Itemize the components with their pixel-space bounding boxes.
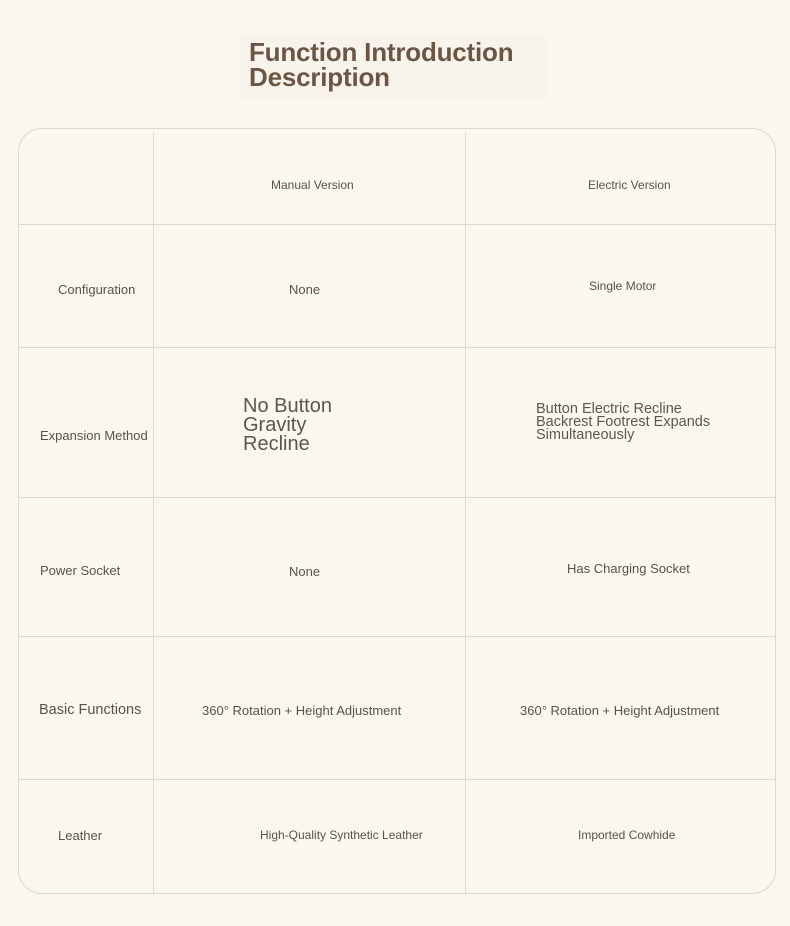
electric-leather: Imported Cowhide	[578, 828, 676, 842]
row-divider	[19, 347, 775, 348]
row-divider	[19, 497, 775, 498]
electric-configuration: Single Motor	[589, 279, 657, 293]
header-manual-version: Manual Version	[271, 178, 354, 192]
row-label-configuration: Configuration	[58, 282, 136, 297]
manual-configuration: None	[289, 282, 321, 297]
comparison-table	[18, 128, 776, 894]
row-label-basic-functions: Basic Functions	[39, 702, 142, 718]
manual-basic-functions: 360° Rotation + Height Adjustment	[202, 703, 402, 718]
row-label-expansion-method: Expansion Method	[40, 428, 148, 443]
row-label-leather: Leather	[58, 828, 103, 843]
header-electric-version: Electric Version	[588, 178, 671, 192]
page-title: Function Introduction Description	[249, 37, 514, 92]
row-label-power-socket: Power Socket	[40, 563, 121, 578]
row-divider	[19, 636, 775, 637]
electric-basic-functions: 360° Rotation + Height Adjustment	[520, 703, 720, 718]
row-divider	[19, 779, 775, 780]
manual-leather: High-Quality Synthetic Leather	[260, 828, 423, 842]
manual-power-socket: None	[289, 564, 321, 579]
row-divider	[19, 224, 775, 225]
electric-expansion-method: Button Electric Recline Backrest Footrest Expands Simultaneously	[536, 401, 711, 443]
electric-power-socket: Has Charging Socket	[567, 561, 690, 576]
manual-expansion-method: No Button Gravity Recline	[243, 395, 332, 455]
